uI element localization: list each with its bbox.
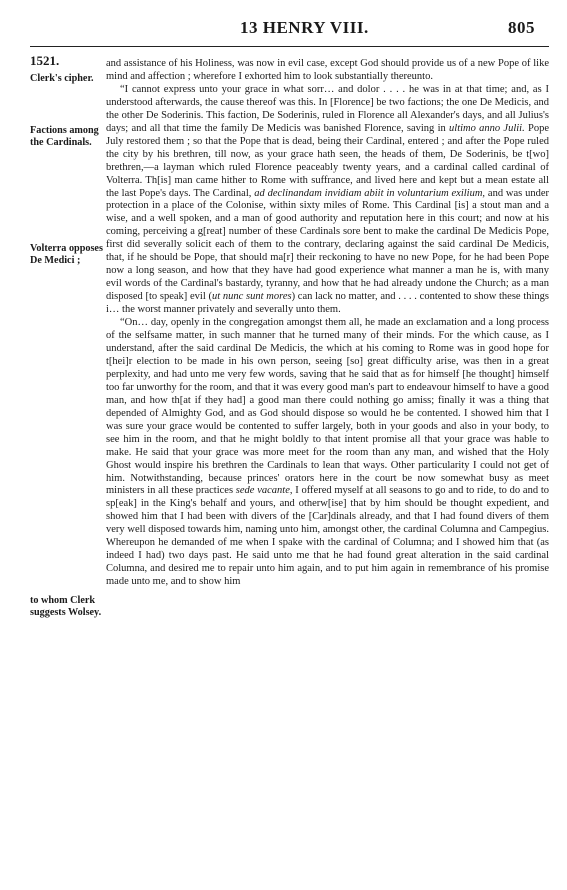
paragraph-2-text-b: Pope July restored them ; so that the Pope that is dead, being their Cardinal, entered ; and after the Pope ruled the city by his brethren, till now, as your grace hath seen, the heads of them, De Soderinis, be t[wo] brethren,—a layman which ruled Florence peaceably twenty years, and a cardinal called cardinal of Volterra. Th[is] man came hither to Rome with suffrance, and lived here and kept but a mean estate all the last Pope's days. The Cardinal, [106,122,549,199]
paragraph-2-italic-1: ultimo anno Julii. [449,122,525,134]
margin-note-factions: Factions among the Cardinals. [30,125,99,148]
margin-year: 1521. [30,53,60,68]
paragraph-2-text-d: ) can lack no matter, and . . . . contented to show these things i… the worst manner privately and severally unto them. [106,291,549,316]
paragraph-3-text-b: , I offered myself at all seasons to go and to ride, to do and to sp[eak] in the King's behalf and yours, and otherw[ise] that by him should be thought expedient, and showed him that I had been with divers of the [Car]dinals already, and that I had found divers of them very well disposed towards him, naming unto him, amongst other, the cardinal Columna and Campegius. Whereupon he demanded of me when I spake with the cardinal of Columna; and I showed him that (as indeed I had) two days past. He said unto me that he had found great alteration in the said cardinal Columna, and desired me to repair unto him again, and to put him again in remembrance of his promise made unto me, and to show him [106,485,549,588]
margin-note-clerks-cipher: Clerk's cipher. [30,73,94,84]
paragraph-2 [106,84,549,317]
paragraph-2-italic-2: ad declinandam invidiam abiit in voluntarium exilium, [254,187,486,199]
paragraph-3 [106,317,549,589]
header-rule [30,46,549,47]
margin-note-volterra: Volterra opposes De Medici ; [30,243,103,266]
margin-note-wolsey: to whom Clerk suggests Wolsey. [30,595,102,618]
paragraph-1: and assistance of his Holiness, was now in evil case, except God should provide us of a new Pope of like mind and affection ; wherefore I exhorted him to look substantially thereunto. [106,58,549,82]
page-number: 805 [508,18,535,37]
paragraph-3-text-a: “On… day, openly in the congregation amongst them all, he made an exclamation and a long process of the selfsame matter, in such manner that he turned many of their minds. For the which cause, as I understand, after the said cardinal De Medicis, the which at his coming to Rome was in good hope for t[hei]r election to be made in his own person, seeing [so] great difficulty arise, was then in a great perplexity, and had unto me very few words, saving that he said that as for himself [he thought] himself too far unworthy for the room, and that it was every good man's part to endeavour himself to have a good man, and how th[at if they had] a good man there could nothing go amiss; finally it was a thing that depended of Almighty God, and as God should dispose so would he be contented. I showed him that I was sure your grace would be contented to suffer largely, both in your goods and also in your body, to see him in the room, and that he might boldly to that intent promise all that your grace was hable to make. He said that your grace was more meet for the room than any man, and wished that the Holy Ghost would inspire his brethren the Cardinals to lean that ways. Other particularity I could not get of him. Notwithstanding, because princes' orators here in the court be now somewhat busy as meet ministers in all these practices [106,317,549,497]
paragraph-2-text-c: and was under protection in a place of the Colonise, within sixty miles of Rome. This Cardinal [is] a stout man and a wise, and a well spoken, and a man of good authority and reputation here in this court; and now at his coming, perceiving a g[reat] number of these Cardinals sore bent to make the cardinal De Medicis Pope, first did severally solicit each of them to the contrary, declaring against the said cardinal De Medicis, that, if he should be Pope, that should ma[r] their reckoning to have no new Pope, for he had been Pope now a long season, and how that they have had good experience what manner a man he is, with many evil words of the Cardinal's bastardy, tyranny, and how that he had already undone the Church; as a man disposed [to speak] evil ( [106,187,549,303]
running-title: 13 HENRY VIII. [240,18,369,37]
paragraph-2-text-a: “I cannot express unto your grace in what sorr… and dolor . . . . he was in at that time; and, as I understood afterwards, the cause thereof was this. In [Florence] be two factions; the one De Medicis, and the other De Soderinis. This faction, De Soderinis, ruled in Florence all Alexander's days, and all Julius's days; and all that time the family De Medicis was banished Florence, saving in [106,83,549,134]
running-head [0,18,567,42]
body-text [106,58,549,589]
paragraph-2-italic-3: ut nunc sunt mores [212,291,292,303]
paragraph-3-italic-1: sede vacante [235,485,290,497]
